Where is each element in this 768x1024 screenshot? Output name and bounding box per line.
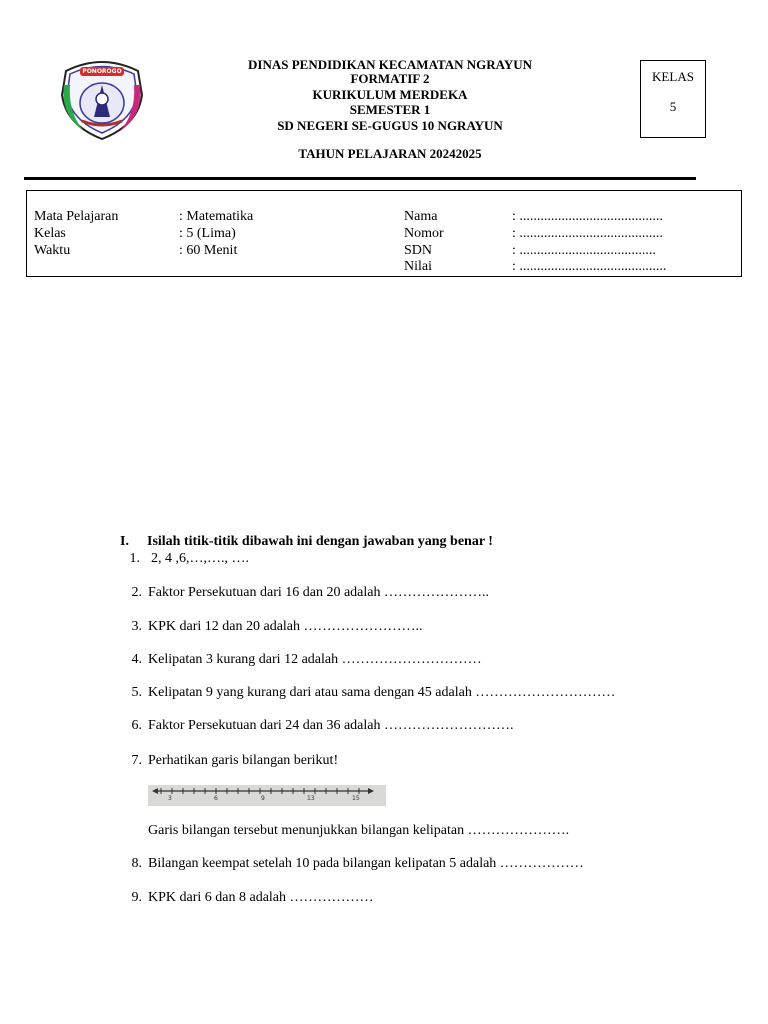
kelas-label: KELAS <box>652 69 694 84</box>
question-text-4: Kelipatan 3 kurang dari 12 adalah ………………………… <box>148 652 482 667</box>
info-value-time: : 60 Menit <box>179 243 238 258</box>
number-line-label-1: 3 <box>168 795 172 802</box>
question-text-1: 2, 4 ,6,…,…., …. <box>151 551 249 566</box>
header-line-4: SEMESTER 1 <box>349 102 431 117</box>
header-divider <box>24 177 696 180</box>
question-number-2: 2. <box>131 585 142 600</box>
number-line-label-2: 6 <box>214 795 218 802</box>
info-field-school[interactable]: : ....................................... <box>512 243 656 258</box>
question-number-7: 7. <box>131 753 142 768</box>
info-value-class: : 5 (Lima) <box>179 226 236 241</box>
question-number-3: 3. <box>131 619 142 634</box>
kelas-value: 5 <box>669 99 677 114</box>
header-line-3: KURIKULUM MERDEKA <box>312 87 468 102</box>
number-line-label-3: 9 <box>261 795 265 802</box>
number-line-image <box>148 785 386 806</box>
question-number-1: 1. <box>129 551 140 566</box>
section-roman: I. <box>120 534 129 549</box>
info-label-subject: Mata Pelajaran <box>34 209 119 224</box>
info-label-time: Waktu <box>34 243 71 258</box>
number-line-label-4: 13 <box>307 795 315 802</box>
question-number-6: 6. <box>131 718 142 733</box>
info-label-school: SDN <box>404 243 433 258</box>
school-logo <box>58 55 146 141</box>
logo-text: PONOROGO <box>82 68 122 75</box>
question-number-4: 4. <box>131 652 142 667</box>
info-label-name: Nama <box>404 209 438 224</box>
question-number-8: 8. <box>131 856 142 871</box>
question-text-8: Bilangan keempat setelah 10 pada bilangan kelipatan 5 adalah ……………… <box>148 856 584 871</box>
section-title: Isilah titik-titik dibawah ini dengan jawaban yang benar ! <box>147 534 493 549</box>
header-line-2: FORMATIF 2 <box>350 71 430 86</box>
info-field-score[interactable]: : .......................................... <box>512 259 667 274</box>
question-text-7: Perhatikan garis bilangan berikut! <box>148 753 339 768</box>
header-year: TAHUN PELAJARAN 20242025 <box>298 146 482 161</box>
kelas-box <box>640 60 706 138</box>
question-text-7-continued: Garis bilangan tersebut menunjukkan bilangan kelipatan …………………. <box>148 823 570 838</box>
question-text-2: Faktor Persekutuan dari 16 dan 20 adalah ………………….. <box>148 585 489 600</box>
info-label-number: Nomor <box>404 226 444 241</box>
question-text-9: KPK dari 6 dan 8 adalah ……………… <box>148 890 374 905</box>
question-text-3: KPK dari 12 dan 20 adalah …………………….. <box>148 619 423 634</box>
question-number-9: 9. <box>131 890 142 905</box>
question-text-6: Faktor Persekutuan dari 24 dan 36 adalah ………………………. <box>148 718 514 733</box>
question-text-5: Kelipatan 9 yang kurang dari atau sama dengan 45 adalah ………………………… <box>148 685 616 700</box>
header-line-1: DINAS PENDIDIKAN KECAMATAN NGRAYUN <box>248 57 532 72</box>
question-number-5: 5. <box>131 685 142 700</box>
number-line-label-5: 15 <box>352 795 360 802</box>
header-line-5: SD NEGERI SE-GUGUS 10 NGRAYUN <box>277 118 503 133</box>
info-label-class: Kelas <box>34 226 66 241</box>
info-value-subject: : Matematika <box>179 209 254 224</box>
info-label-score: Nilai <box>404 259 432 274</box>
info-field-name[interactable]: : ......................................... <box>512 209 663 224</box>
info-field-number[interactable]: : ......................................... <box>512 226 663 241</box>
